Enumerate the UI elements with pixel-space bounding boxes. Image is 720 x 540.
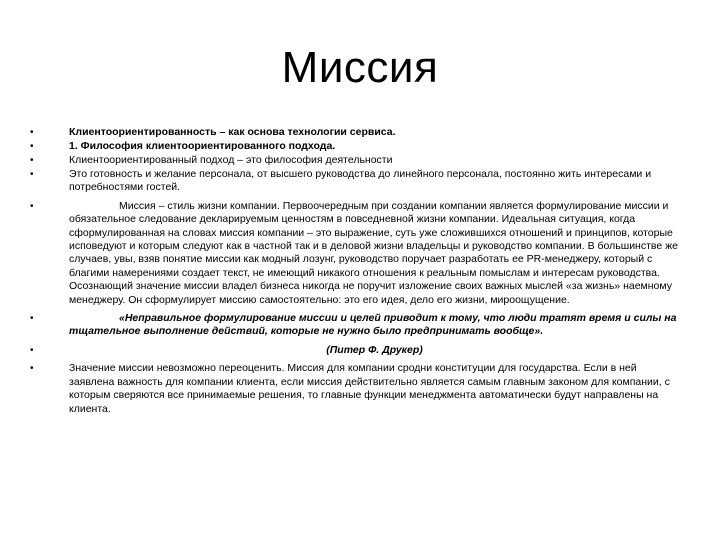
bullet-dot-icon: •: [30, 363, 34, 375]
quote-author: (Питер Ф. Друкер): [326, 343, 423, 356]
bullet-dot-icon: •: [30, 313, 34, 325]
bullet-text: Клиентоориентированность – как основа технологии сервиса.: [69, 126, 396, 138]
bullet-dot-icon: •: [30, 141, 34, 152]
bullet-text: 1. Философия клиентоориентированного подхода.: [69, 140, 336, 152]
bullet-item-mission-lifestyle: [30, 200, 680, 307]
bullet-dot-icon: •: [30, 344, 34, 356]
bullet-item-service-basis: [30, 126, 680, 139]
bullet-dot-icon: •: [30, 127, 34, 138]
bullet-item-philosophy-heading: [30, 140, 680, 153]
bullet-text: Клиентоориентированный подход – это философия деятельности: [69, 154, 393, 166]
bullet-item-staff-readiness: [30, 168, 680, 195]
bullet-item-philosophy-definition: [30, 154, 680, 167]
bullet-dot-icon: •: [30, 200, 34, 212]
bullet-text: Миссия – стиль жизни компании. Первоочередным при создании компании является формулирование миссии и обязательное следование декларируемым ценностям в повседневной жизни компании. Идеальная ситуация, когда сформулированная на словах миссия компании – это выражение, суть уже сложившихся отношений и принципов, которые исповедуют и которым следуют как в частной так и в деловой жизни владельцы и руководство компании. В большинстве же случаев, увы, взяв понятие миссии как модный лозунг, руководство поручает разработать ее PR-менеджеру, который с благими намерениями создает текст, не имеющий никакого отношения к реальным помыслам и интересам руководства. Осознающий значение миссии владел бизнеса никогда не поручит изложение своих важных мыслей «за жизнь» наемному менеджеру. Он сформулирует миссию самостоятельно: это его идея, дело его жизни, мироощущение.: [69, 199, 678, 306]
bullet-dot-icon: •: [30, 169, 34, 180]
slide-title: Миссия: [281, 43, 439, 92]
bullet-text: Значение миссии невозможно переоценить. Миссия для компании сродни конституции для государства. Если в ней заявлена важность для компании клиента, если миссия действительно является самым главным законом для компании, с которым сверяются все принимаемые решения, то главные функции менеджмента автоматически будут направлены на клиента.: [69, 362, 670, 415]
quote-text: «Неправильное формулирование миссии и целей приводит к тому, что люди тратят время и силы на тщательное выполнение действий, которые не нужно было предпринимать вообще».: [69, 312, 677, 338]
bullet-list: [30, 126, 680, 417]
bullet-item-mission-importance: [30, 362, 680, 416]
bullet-item-quote-author: [30, 344, 680, 357]
bullet-item-drucker-quote: [30, 312, 680, 339]
bullet-text: Это готовность и желание персонала, от высшего руководства до линейного персонала, постоянно жить интересами и потребностями гостей.: [69, 168, 652, 194]
bullet-dot-icon: •: [30, 155, 34, 166]
